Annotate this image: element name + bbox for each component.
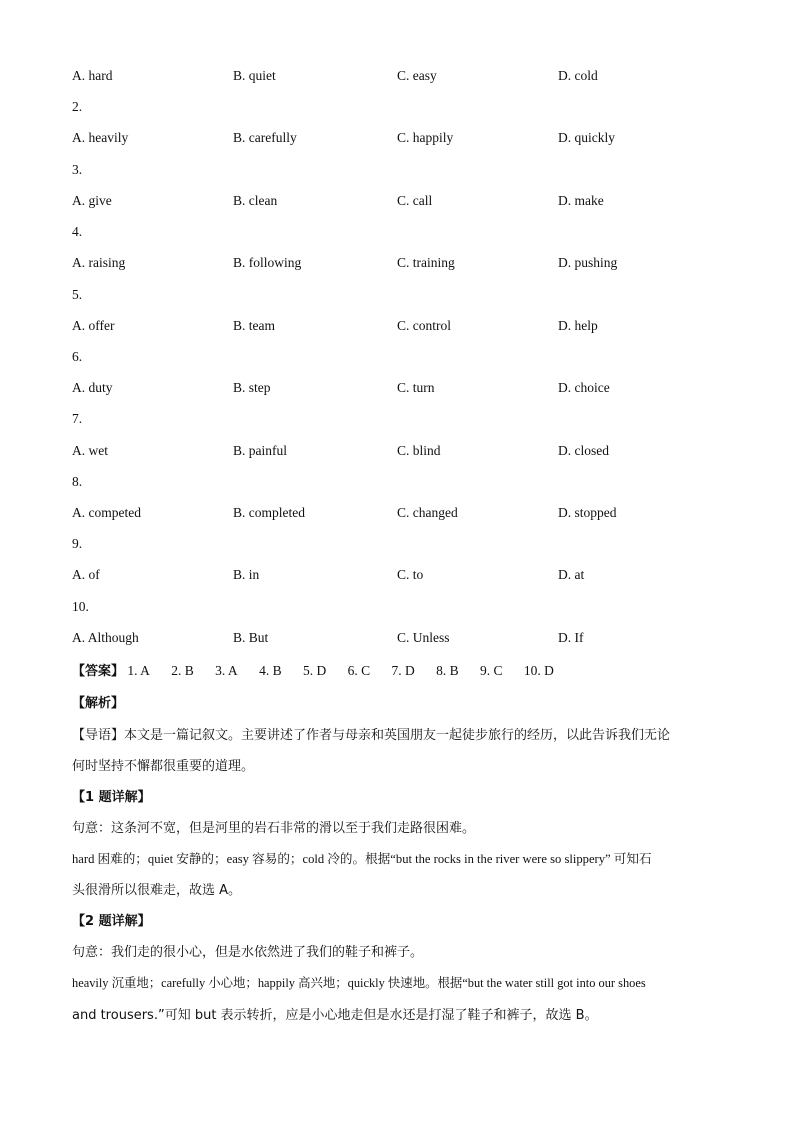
option-b: B. carefully bbox=[233, 130, 297, 145]
options-row-9 bbox=[72, 567, 732, 587]
answer-item: 3. A bbox=[215, 663, 238, 678]
answer-item: 7. D bbox=[391, 663, 415, 678]
option-d: D. stopped bbox=[558, 505, 617, 520]
options-row-5 bbox=[72, 318, 732, 338]
question-number: 8. bbox=[72, 474, 83, 489]
q2-explanation-line-1: heavily 沉重地；carefully 小心地；happily 高兴地；quickly 快速地。根据“but the water still got into our shoes bbox=[72, 976, 646, 990]
option-a: A. competed bbox=[72, 505, 141, 520]
answer-item: 1. A bbox=[127, 663, 150, 678]
option-b: B. step bbox=[233, 380, 271, 395]
options-row-8 bbox=[72, 505, 732, 525]
answer-key bbox=[72, 660, 572, 680]
intro-line-1: 【导语】本文是一篇记叙文。主要讲述了作者与母亲和英国朋友一起徒步旅行的经历，以此告诉我们无论 bbox=[72, 728, 671, 743]
option-a: A. hard bbox=[72, 68, 113, 83]
option-d: D. help bbox=[558, 318, 598, 333]
option-d: D. quickly bbox=[558, 130, 615, 145]
option-c: C. easy bbox=[397, 68, 437, 83]
question-number: 9. bbox=[72, 536, 83, 551]
option-c: C. happily bbox=[397, 130, 454, 145]
option-d: D. closed bbox=[558, 443, 609, 458]
q1-explanation-line-2: 头很滑所以很难走，故选 A。 bbox=[72, 883, 242, 898]
options-row-6 bbox=[72, 380, 732, 400]
option-a: A. wet bbox=[72, 443, 108, 458]
q1-meaning: 句意：这条河不宽，但是河里的岩石非常的滑以至于我们走路很困难。 bbox=[72, 821, 476, 836]
question-number: 4. bbox=[72, 224, 83, 239]
option-b: B. following bbox=[233, 255, 302, 270]
answer-tag: 【答案】 bbox=[72, 664, 125, 679]
options-row-3 bbox=[72, 193, 732, 213]
option-a: A. give bbox=[72, 193, 112, 208]
question-number: 3. bbox=[72, 162, 83, 177]
option-b: B. quiet bbox=[233, 68, 276, 83]
answer-item: 4. B bbox=[259, 663, 282, 678]
q2-meaning: 句意：我们走的很小心，但是水依然进了我们的鞋子和裤子。 bbox=[72, 945, 424, 960]
question-number: 6. bbox=[72, 349, 83, 364]
option-d: D. choice bbox=[558, 380, 610, 395]
option-d: D. make bbox=[558, 193, 604, 208]
option-a: A. heavily bbox=[72, 130, 129, 145]
option-a: A. duty bbox=[72, 380, 113, 395]
options-row-10 bbox=[72, 630, 732, 650]
option-c: C. call bbox=[397, 193, 433, 208]
answer-item: 5. D bbox=[302, 663, 327, 678]
options-row-1 bbox=[72, 68, 732, 88]
question-number: 5. bbox=[72, 287, 83, 302]
option-b: B. in bbox=[233, 567, 260, 582]
question-number: 7. bbox=[72, 411, 83, 426]
option-a: A. raising bbox=[72, 255, 126, 270]
option-c: C. training bbox=[397, 255, 455, 270]
option-c: C. blind bbox=[397, 443, 441, 458]
question-number: 10. bbox=[72, 599, 89, 614]
option-a: A. Although bbox=[72, 630, 139, 645]
option-d: D. cold bbox=[558, 68, 598, 83]
option-d: D. pushing bbox=[558, 255, 618, 270]
answer-item: 8. B bbox=[436, 663, 459, 678]
option-b: B. But bbox=[233, 630, 269, 645]
option-b: B. clean bbox=[233, 193, 278, 208]
option-c: C. Unless bbox=[397, 630, 450, 645]
options-row-2 bbox=[72, 130, 732, 150]
option-c: C. control bbox=[397, 318, 451, 333]
option-c: C. to bbox=[397, 567, 424, 582]
option-b: B. painful bbox=[233, 443, 287, 458]
analysis-heading: 【解析】 bbox=[72, 696, 125, 711]
option-d: D. at bbox=[558, 567, 585, 582]
option-a: A. of bbox=[72, 567, 100, 582]
answer-item: 10. D bbox=[523, 663, 554, 678]
q1-explanation-line-1: hard 困难的；quiet 安静的；easy 容易的；cold 冷的。根据“but the rocks in the river were so slippery” 可知石 bbox=[72, 852, 652, 866]
option-b: B. team bbox=[233, 318, 275, 333]
option-d: D. If bbox=[558, 630, 584, 645]
options-row-7 bbox=[72, 443, 732, 463]
intro-line-2: 何时坚持不懈都很重要的道理。 bbox=[72, 759, 255, 774]
options-row-4 bbox=[72, 255, 732, 275]
answer-item: 9. C bbox=[479, 663, 503, 678]
question-number: 2. bbox=[72, 99, 83, 114]
q2-detail-heading: 【2 题详解】 bbox=[72, 914, 151, 929]
q2-explanation-line-2: and trousers.”可知 but 表示转折，应是小心地走但是水还是打湿了鞋子和裤子，故选 B。 bbox=[72, 1008, 598, 1023]
option-a: A. offer bbox=[72, 318, 115, 333]
option-c: C. turn bbox=[397, 380, 435, 395]
option-c: C. changed bbox=[397, 505, 458, 520]
answer-item: 2. B bbox=[171, 663, 194, 678]
option-b: B. completed bbox=[233, 505, 305, 520]
q1-detail-heading: 【1 题详解】 bbox=[72, 790, 151, 805]
answer-item: 6. C bbox=[347, 663, 371, 678]
